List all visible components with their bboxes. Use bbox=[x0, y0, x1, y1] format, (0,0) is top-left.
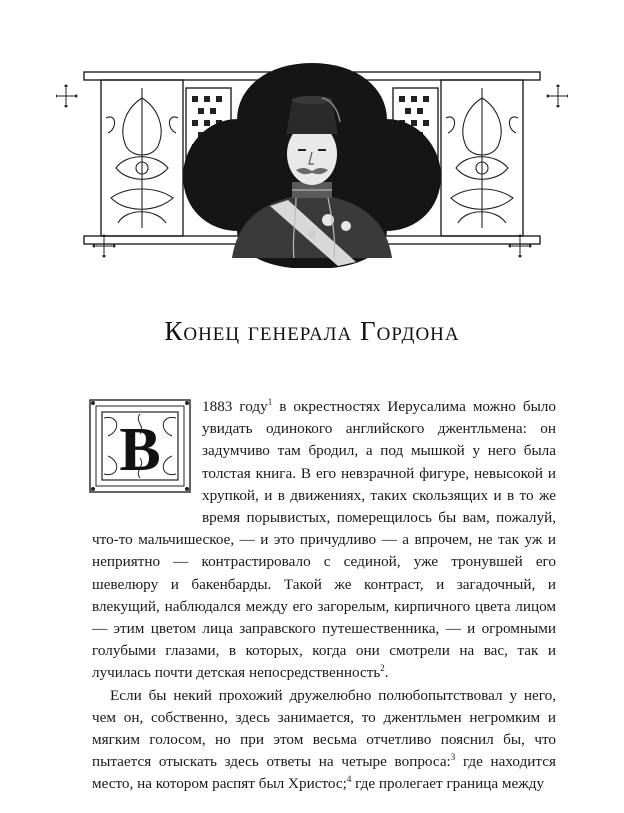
chapter-title: Конец генерала Гордона bbox=[164, 316, 460, 346]
header-ornament bbox=[56, 58, 568, 268]
dropcap-letter: В bbox=[119, 416, 161, 484]
text-run: где пролегает граница между bbox=[351, 775, 545, 793]
floral-panel-right bbox=[446, 88, 518, 228]
footnote-marker[interactable]: 1 bbox=[267, 396, 273, 407]
body-text bbox=[92, 396, 556, 796]
floral-panel-left bbox=[106, 88, 178, 228]
text-run: 1883 году bbox=[202, 398, 268, 415]
footnote-marker[interactable]: 2 bbox=[380, 663, 385, 674]
footnote-marker[interactable]: 3 bbox=[450, 752, 456, 763]
text-run: . bbox=[384, 664, 389, 682]
text-run: Если бы некий прохожий дружелюбно полюбопытствовал у него, чем он, собственно, здесь занимается, то джентльмен негромким и мягким голосом, но при этом весьма отчетливо пояснил бы, что пытается отыскать здесь ответы на четыре вопроса: bbox=[92, 686, 556, 771]
text-run: в окрестностях Иерусалима можно было увидать одинокого английского джентльмена: он задумчиво там бродил, а под мышкой у него была толстая книга. В его невзрачной фигуре, невысокой и хрупкой, и в движениях, таких скользящих и в то же время порывистых, померещилось бы вам, пожалуй, что-то мальчишеское, — и это причудливо — а впрочем, не так уж и неприятно — контрастировало с сединой, уже тронувшей его шевелюру и бакенбарды. Такой же контраст, и загадочный, и влекущий, наблюдался между его загорелым, кирпичного цвета лицом — этим цветом лица заправского путешественника, — и огромными голубыми глазами, в которых, когда они смотрели на вас, так и лучилась почти детская непосредственность bbox=[92, 398, 556, 682]
footnote-marker[interactable]: 4 bbox=[346, 774, 352, 785]
text-run: где находится место, на котором распят был Христос; bbox=[92, 753, 556, 793]
paragraph-2 bbox=[92, 685, 556, 796]
